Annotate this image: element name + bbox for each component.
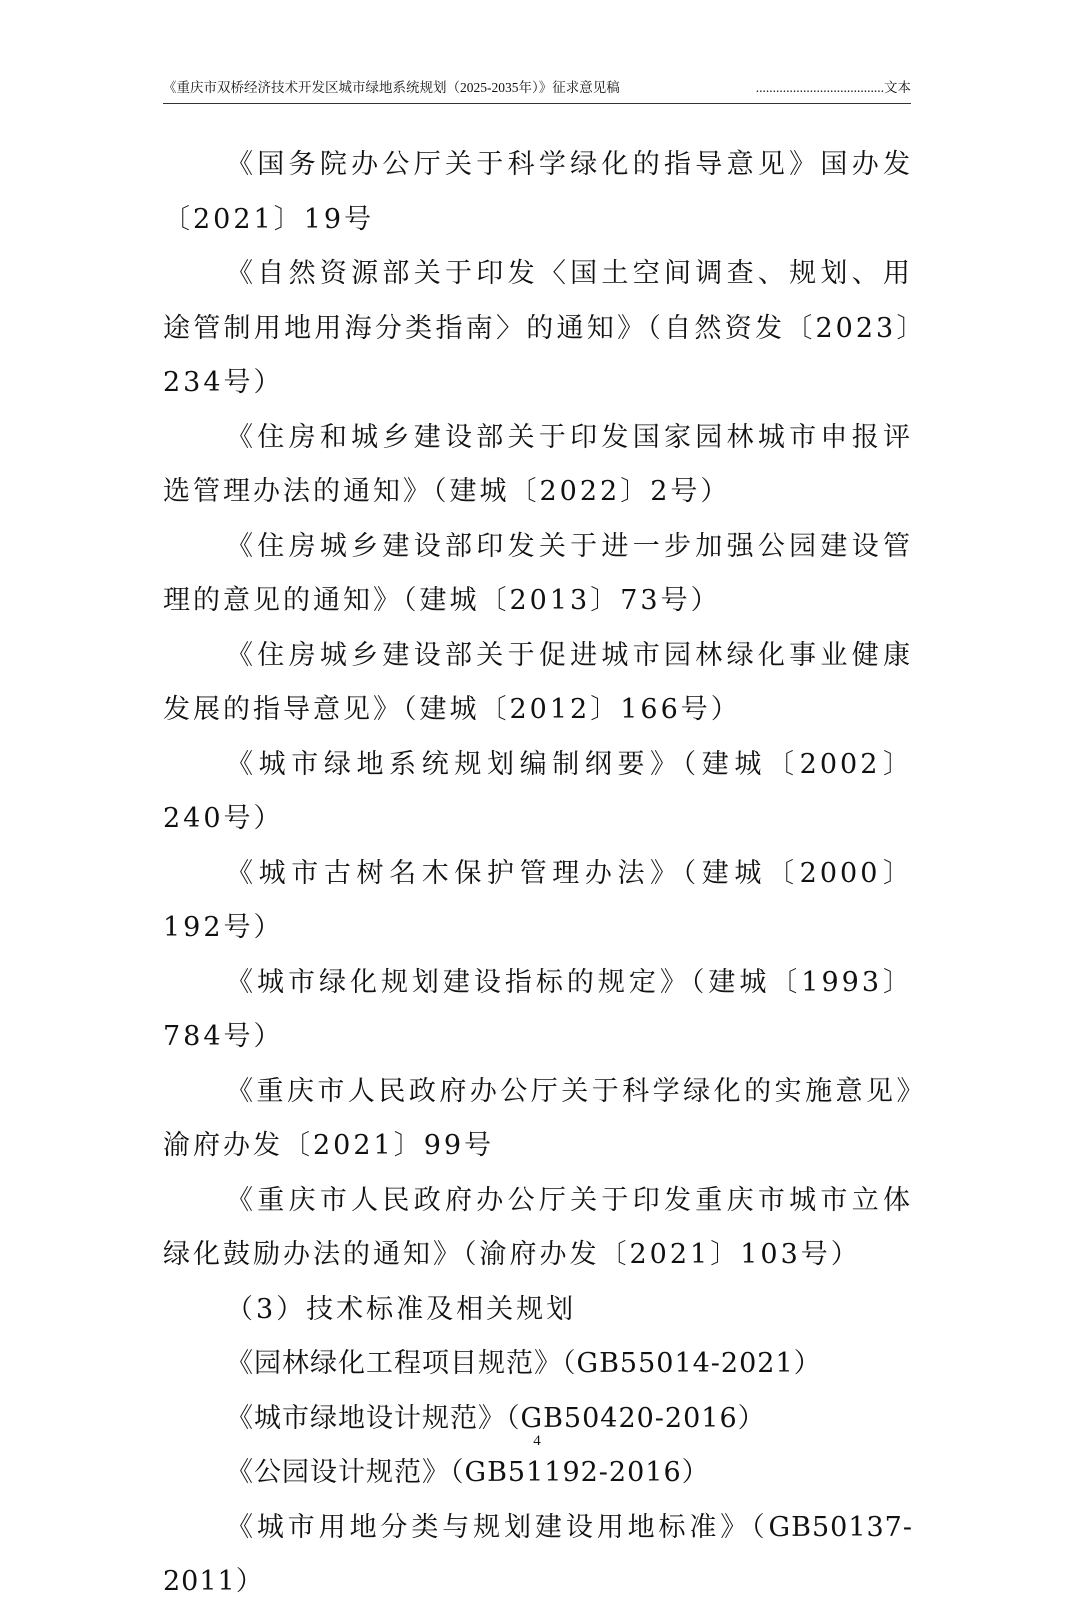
running-header [163, 76, 911, 100]
paragraph-park-management-notice: 《住房城乡建设部印发关于进一步加强公园建设管理的意见的通知》（建城〔2013〕73号） [163, 530, 913, 616]
header-divider [163, 103, 911, 104]
paragraph-garden-city-management-notice: 《住房和城乡建设部关于印发国家园林城市申报评选管理办法的通知》（建城〔2022〕2号） [163, 421, 913, 507]
paragraph-standard-gb55014: 《园林绿化工程项目规范》（GB55014-2021） [226, 1348, 822, 1379]
paragraph-landscaping-development-guideline: 《住房城乡建设部关于促进城市园林绿化事业健康发展的指导意见》（建城〔2012〕166号） [163, 639, 913, 725]
paragraph-land-use-classification-notice: 《自然资源部关于印发〈国土空间调查、规划、用途管制用地用海分类指南〉的通知》（自然资发〔2023〕234号） [163, 258, 913, 398]
paragraph-ancient-trees-protection: 《城市古树名木保护管理办法》（建城〔2000〕192号） [163, 857, 913, 943]
paragraph-standard-gb50137: 《城市用地分类与规划建设用地标准》（GB50137-2011） [163, 1511, 913, 1597]
body-text [163, 138, 913, 1610]
paragraph-chongqing-greening-opinion: 《重庆市人民政府办公厅关于科学绿化的实施意见》渝府办发〔2021〕99号 [163, 1075, 913, 1161]
header-section-tag: ......................................文本 [755, 80, 911, 95]
page-number: 4 [533, 1433, 541, 1449]
section-heading-technical-standards: （3）技术标准及相关规划 [226, 1293, 577, 1325]
paragraph-chongqing-vertical-greening-notice: 《重庆市人民政府办公厅关于印发重庆市城市立体绿化鼓励办法的通知》（渝府办发〔2021〕103号） [163, 1184, 913, 1270]
paragraph-greening-index-regulation: 《城市绿化规划建设指标的规定》（建城〔1993〕784号） [163, 966, 913, 1052]
paragraph-guideline-scientific-greening: 《国务院办公厅关于科学绿化的指导意见》国办发〔2021〕19号 [163, 149, 913, 235]
paragraph-green-space-planning-outline: 《城市绿地系统规划编制纲要》（建城〔2002〕240号） [163, 748, 913, 834]
header-document-title: 《重庆市双桥经济技术开发区城市绿地系统规划（2025-2035年）》征求意见稿 [163, 80, 620, 95]
paragraph-standard-gb50420: 《城市绿地设计规范》（GB50420-2016） [226, 1402, 766, 1434]
paragraph-standard-gb51192: 《公园设计规范》（GB51192-2016） [226, 1457, 710, 1488]
